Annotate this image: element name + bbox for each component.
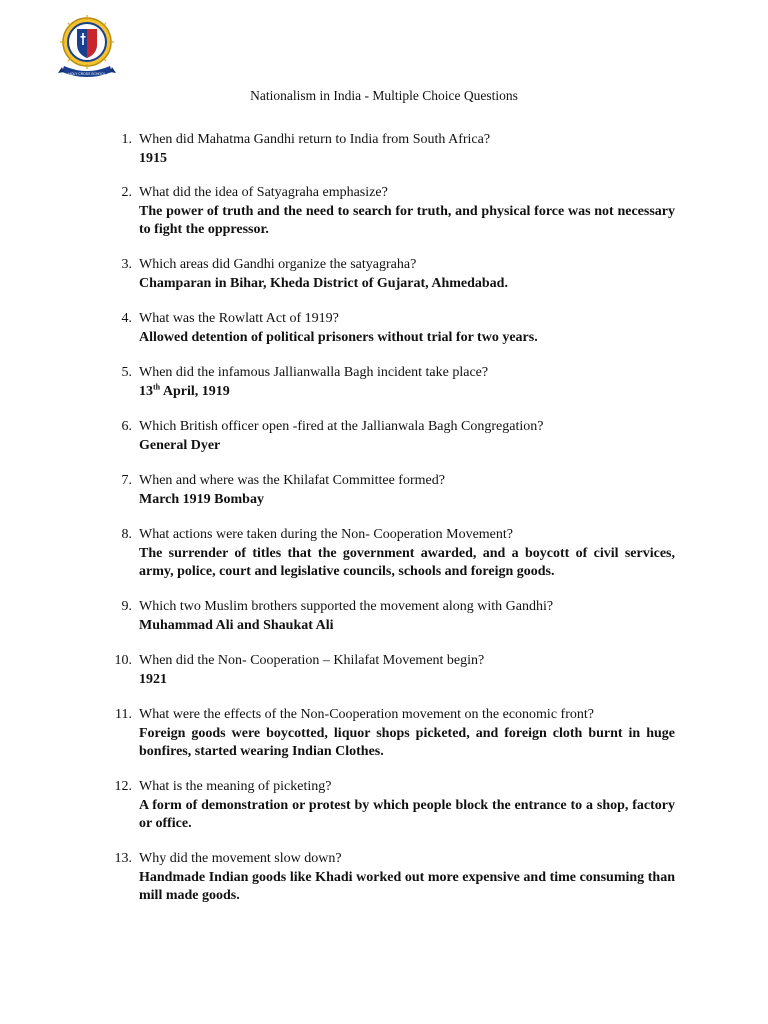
answer-text: Allowed detention of political prisoners without trial for two years. [139,330,538,345]
question-text: Which areas did Gandhi organize the satyagraha? [139,257,417,272]
question-number: 3. [121,257,132,272]
question-text: What is the meaning of picketing? [139,779,332,794]
question-text: Why did the movement slow down? [139,851,342,866]
question-text: Which two Muslim brothers supported the movement along with Gandhi? [139,599,554,614]
answer-text: Muhammad Ali and Shaukat Ali [139,618,334,633]
question-text: Which British officer open -fired at the Jallianwala Bagh Congregation? [139,419,544,434]
school-crest-logo [58,12,116,82]
question-number: 10. [114,653,132,668]
question-number: 11. [115,707,132,722]
answer-text: March 1919 Bombay [139,492,264,507]
question-text: What was the Rowlatt Act of 1919? [139,311,339,326]
answer-text: 1915 [139,151,167,166]
question-number: 1. [121,132,132,147]
answer-text: Handmade Indian goods like Khadi worked out more expensive and time consuming than mill made goods. [139,870,675,903]
question-number: 13. [114,851,132,866]
answer-text: The power of truth and the need to search for truth, and physical force was not necessary to fight the oppressor. [139,204,675,237]
answer-text: General Dyer [139,438,221,453]
answer-text: A form of demonstration or protest by which people block the entrance to a shop, factory or office. [139,798,675,831]
question-text: When did the Non- Cooperation – Khilafat Movement begin? [139,653,485,668]
question-number: 12. [114,779,132,794]
answer-text: Foreign goods were boycotted, liquor shops picketed, and foreign cloth burnt in huge bonfires, started wearing Indian Clothes. [139,726,675,759]
question-text: What did the idea of Satyagraha emphasize? [139,185,388,200]
question-text: When and where was the Khilafat Committee formed? [139,473,445,488]
question-text: What were the effects of the Non-Cooperation movement on the economic front? [139,707,594,722]
question-number: 2. [121,185,132,200]
question-text: What actions were taken during the Non- Cooperation Movement? [139,527,513,542]
answer-text [139,383,675,401]
answer-day: 13 [139,384,153,399]
answer-text: 1921 [139,672,167,687]
question-text: When did the infamous Jallianwalla Bagh incident take place? [139,365,489,380]
answer-ordinal-suffix: th [153,382,161,392]
question-number: 7. [121,473,132,488]
logo-ribbon-text: HOLY CROSS SCHOOL [68,72,106,76]
answer-month-year: April, 1919 [160,384,230,399]
question-number: 9. [121,599,132,614]
answer-text: Champaran in Bihar, Kheda District of Gujarat, Ahmedabad. [139,276,508,291]
question-number: 5. [121,365,132,380]
title-topic: Nationalism in India - [250,88,373,103]
question-number: 6. [121,419,132,434]
question-number: 8. [121,527,132,542]
question-text: When did Mahatma Gandhi return to India from South Africa? [139,132,491,147]
page-title [0,88,768,104]
answer-text: The surrender of titles that the government awarded, and a boycott of civil services, army, police, court and legislative councils, schools and foreign goods. [139,546,675,579]
question-number: 4. [121,311,132,326]
title-subtitle: Multiple Choice Questions [372,88,518,103]
